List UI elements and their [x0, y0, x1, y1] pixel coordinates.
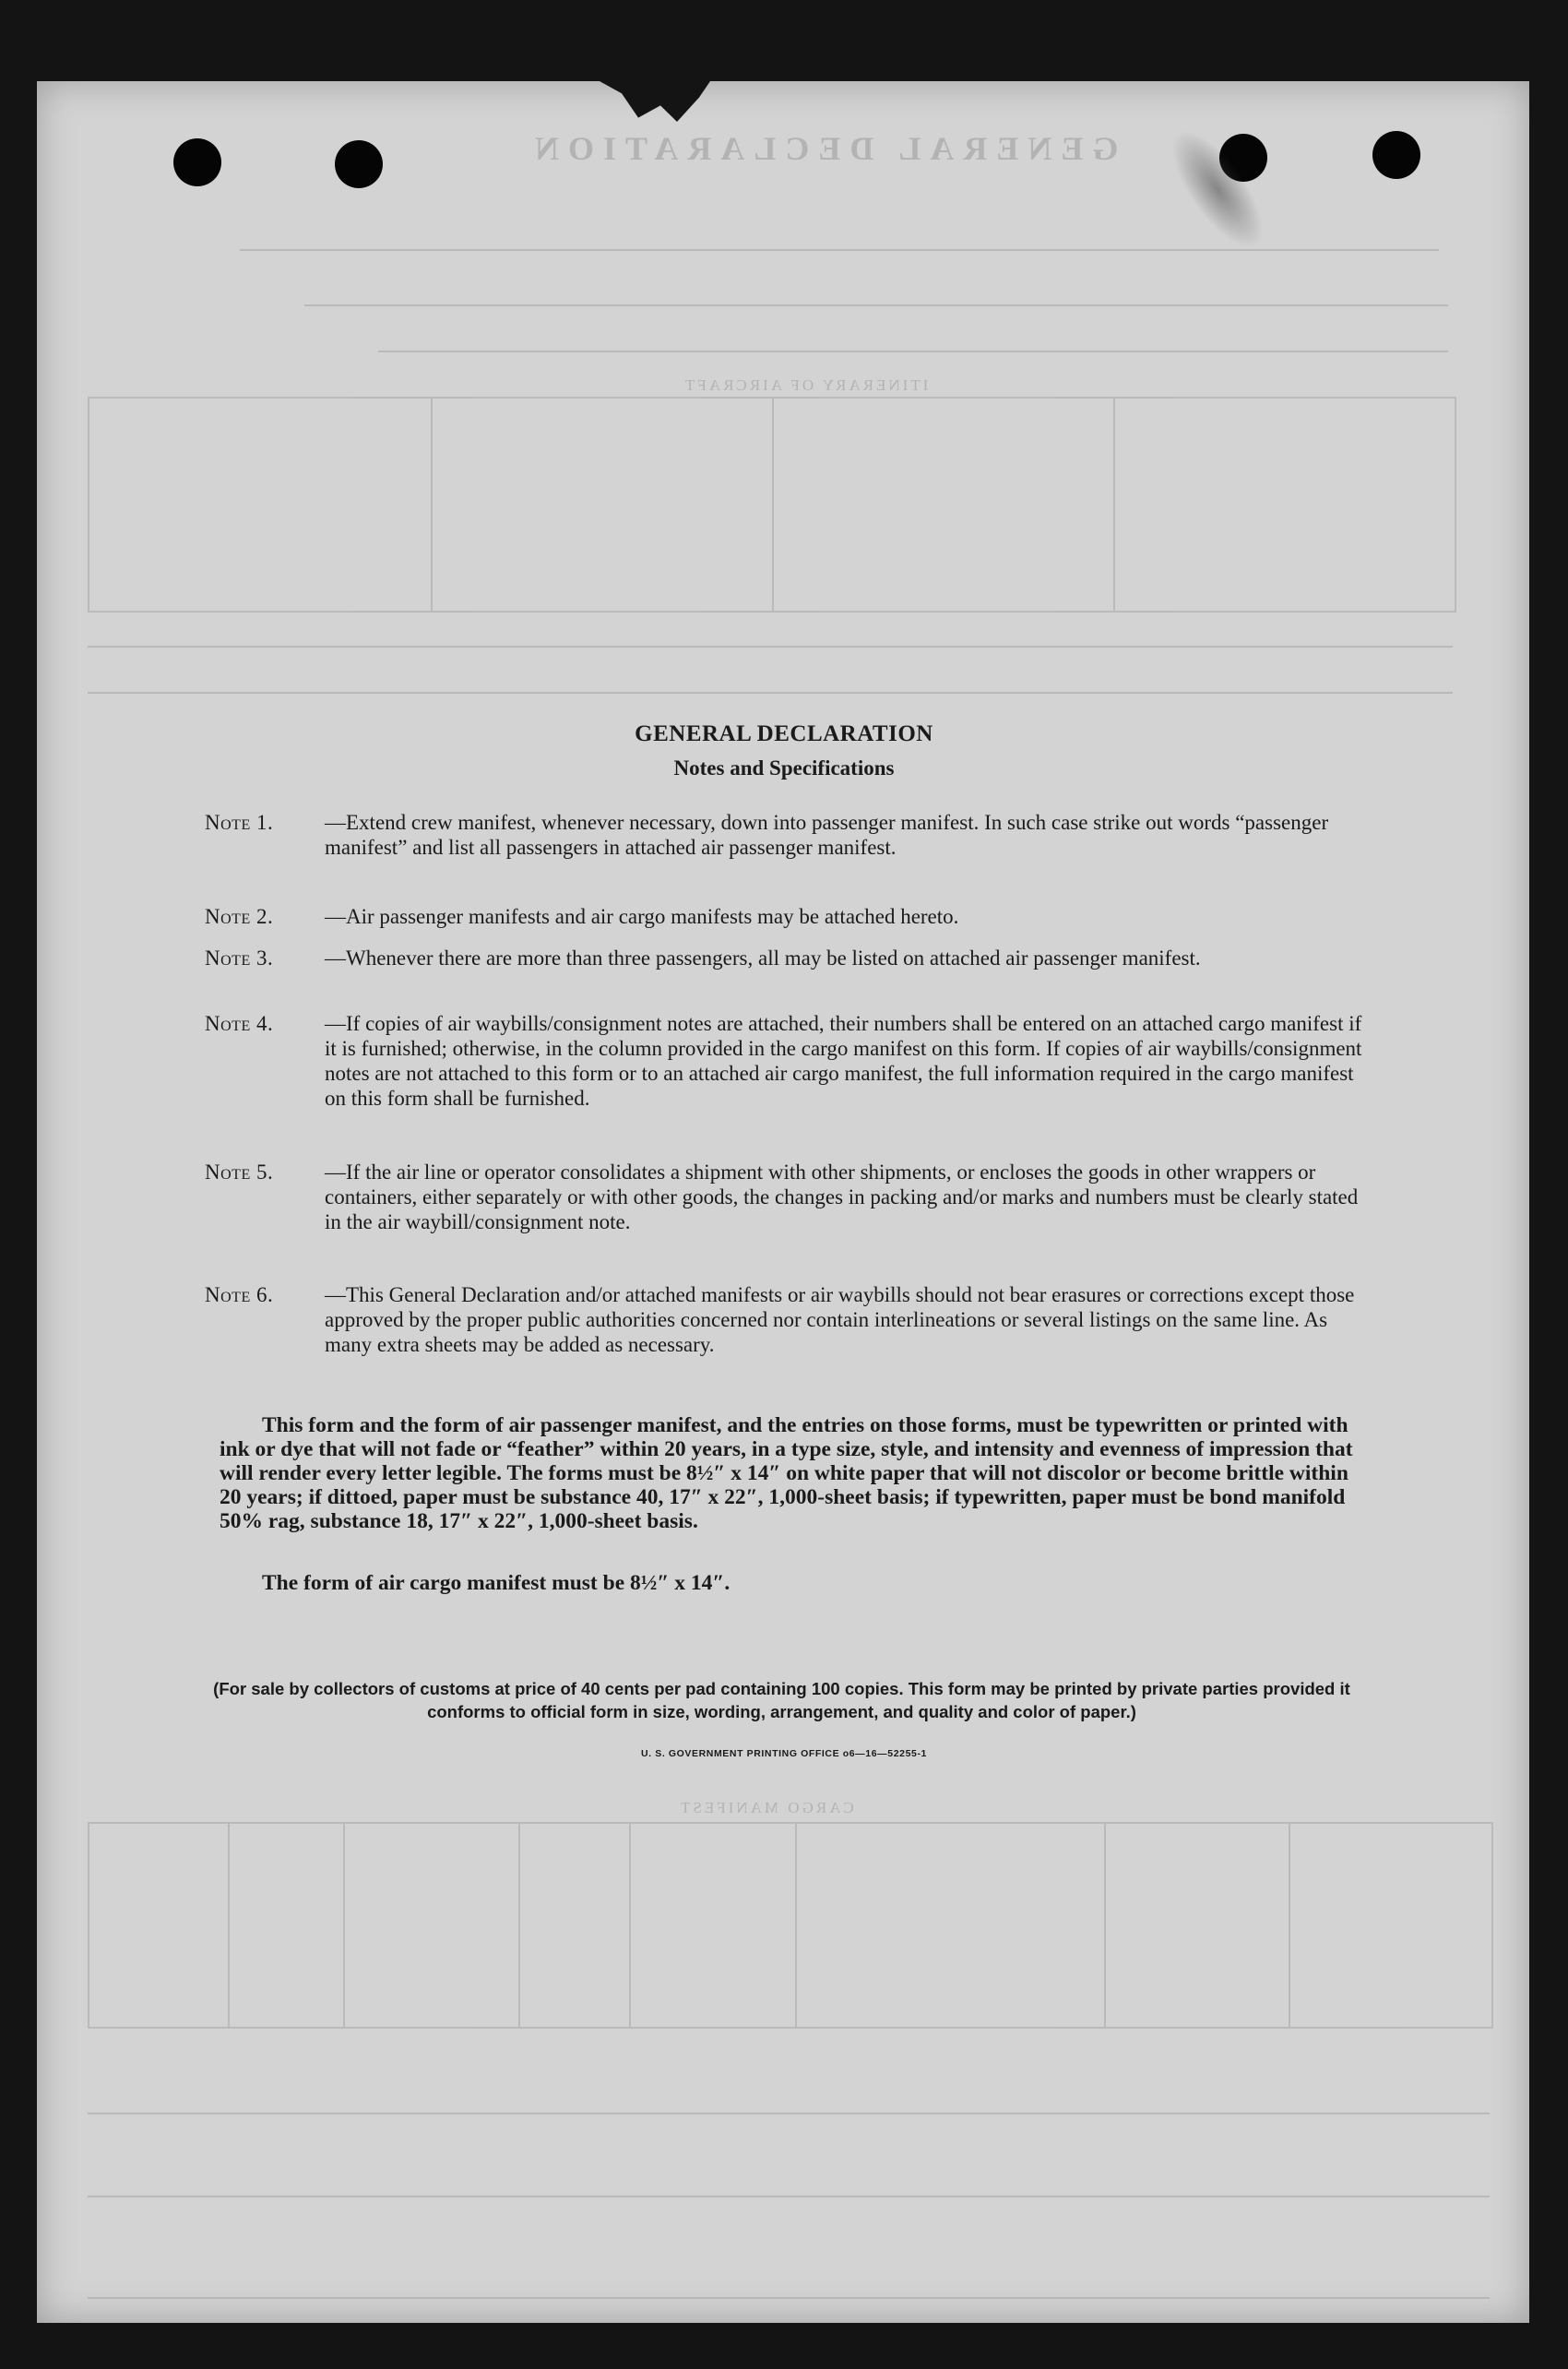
show-through-table: [88, 397, 1456, 613]
show-through-header: GENERAL DECLARATION: [526, 130, 1119, 167]
note-text: —If the air line or operator consolidates a shipment with other shipments, or encloses the goods in other wrappers or containers, either separately or with other goods, the changes in packing and/or marks and numbers must be clearly stated in the air waybill/consignment note.: [325, 1161, 1359, 1233]
note-5: [205, 1160, 1362, 1234]
show-through-rule: [88, 646, 1453, 648]
document-heading: GENERAL DECLARATION: [635, 721, 933, 746]
note-text: —Air passenger manifests and air cargo manifests may be attached hereto.: [325, 905, 959, 928]
note-3: [205, 946, 1362, 970]
note-label: Note 5.: [205, 1161, 274, 1184]
note-1: [205, 810, 1362, 860]
note-4: [205, 1011, 1362, 1111]
note-label: Note 4.: [205, 1012, 274, 1035]
show-through-itinerary: ITINERARY OF AIRCRAFT: [683, 376, 929, 394]
note-label: Note 2.: [205, 905, 274, 928]
note-label: Note 6.: [205, 1283, 274, 1306]
note-text: —Whenever there are more than three passengers, all may be listed on attached air passenger manifest.: [325, 946, 1201, 970]
show-through-cargo-table: [88, 1822, 1493, 2029]
punch-hole: [1372, 131, 1420, 179]
show-through-rule: [88, 692, 1453, 694]
printer-line: U. S. GOVERNMENT PRINTING OFFICE o6—16—52255-1: [641, 1748, 927, 1759]
cargo-manifest-size-line: The form of air cargo manifest must be 8½″ x 14″.: [262, 1571, 731, 1595]
punch-hole: [335, 140, 383, 188]
sale-notice: (For sale by collectors of customs at price of 40 cents per pad containing 100 copies. This form may be printed by private parties provided it conforms to official form in size, wording, arrangement, and quality and color of paper.): [213, 1679, 1350, 1721]
show-through-rule: [88, 2297, 1490, 2299]
note-label: Note 3.: [205, 946, 274, 970]
note-label: Note 1.: [205, 811, 274, 834]
show-through-rule: [88, 2113, 1490, 2114]
note-text: —Extend crew manifest, whenever necessary, down into passenger manifest. In such case strike out words “passenger manifest” and list all passengers in attached air passenger manifest.: [325, 811, 1329, 859]
show-through-rule: [240, 249, 1439, 251]
show-through-rule: [88, 2196, 1490, 2197]
note-6: [205, 1282, 1362, 1357]
note-text: —This General Declaration and/or attached manifests or air waybills should not bear erasures or corrections except those approved by the proper public authorities concerned nor contain interlineations or several listings on the same line. As many extra sheets may be added as necessary.: [325, 1283, 1355, 1356]
specification-paragraph: This form and the form of air passenger manifest, and the entries on those forms, must be typewritten or printed with ink or dye that will not fade or “feather” within 20 years, in a type size, style, and intensity and evenness of impression that will render every letter legible. The forms must be 8½″ x 14″ on white paper that will not discolor or become brittle within 20 years; if dittoed, paper must be substance 40, 17″ x 22″, 1,000-sheet basis; if typewritten, paper must be bond manifold 50% rag, substance 18, 17″ x 22″, 1,000-sheet basis.: [220, 1413, 1353, 1533]
show-through-rule: [378, 351, 1448, 352]
note-2: [205, 904, 1362, 929]
document-subheading: Notes and Specifications: [673, 756, 895, 780]
note-text: —If copies of air waybills/consignment notes are attached, their numbers shall be entered on an attached cargo manifest if it is furnished; otherwise, in the column provided in the cargo manifest on this form. If copies of air waybills/consignment notes are not attached to this form or to an attached air cargo manifest, the full information required in the cargo manifest on this form shall be furnished.: [325, 1012, 1362, 1110]
show-through-cargo: CARGO MANIFEST: [678, 1799, 854, 1816]
show-through-rule: [304, 304, 1448, 306]
punch-hole: [173, 138, 221, 186]
